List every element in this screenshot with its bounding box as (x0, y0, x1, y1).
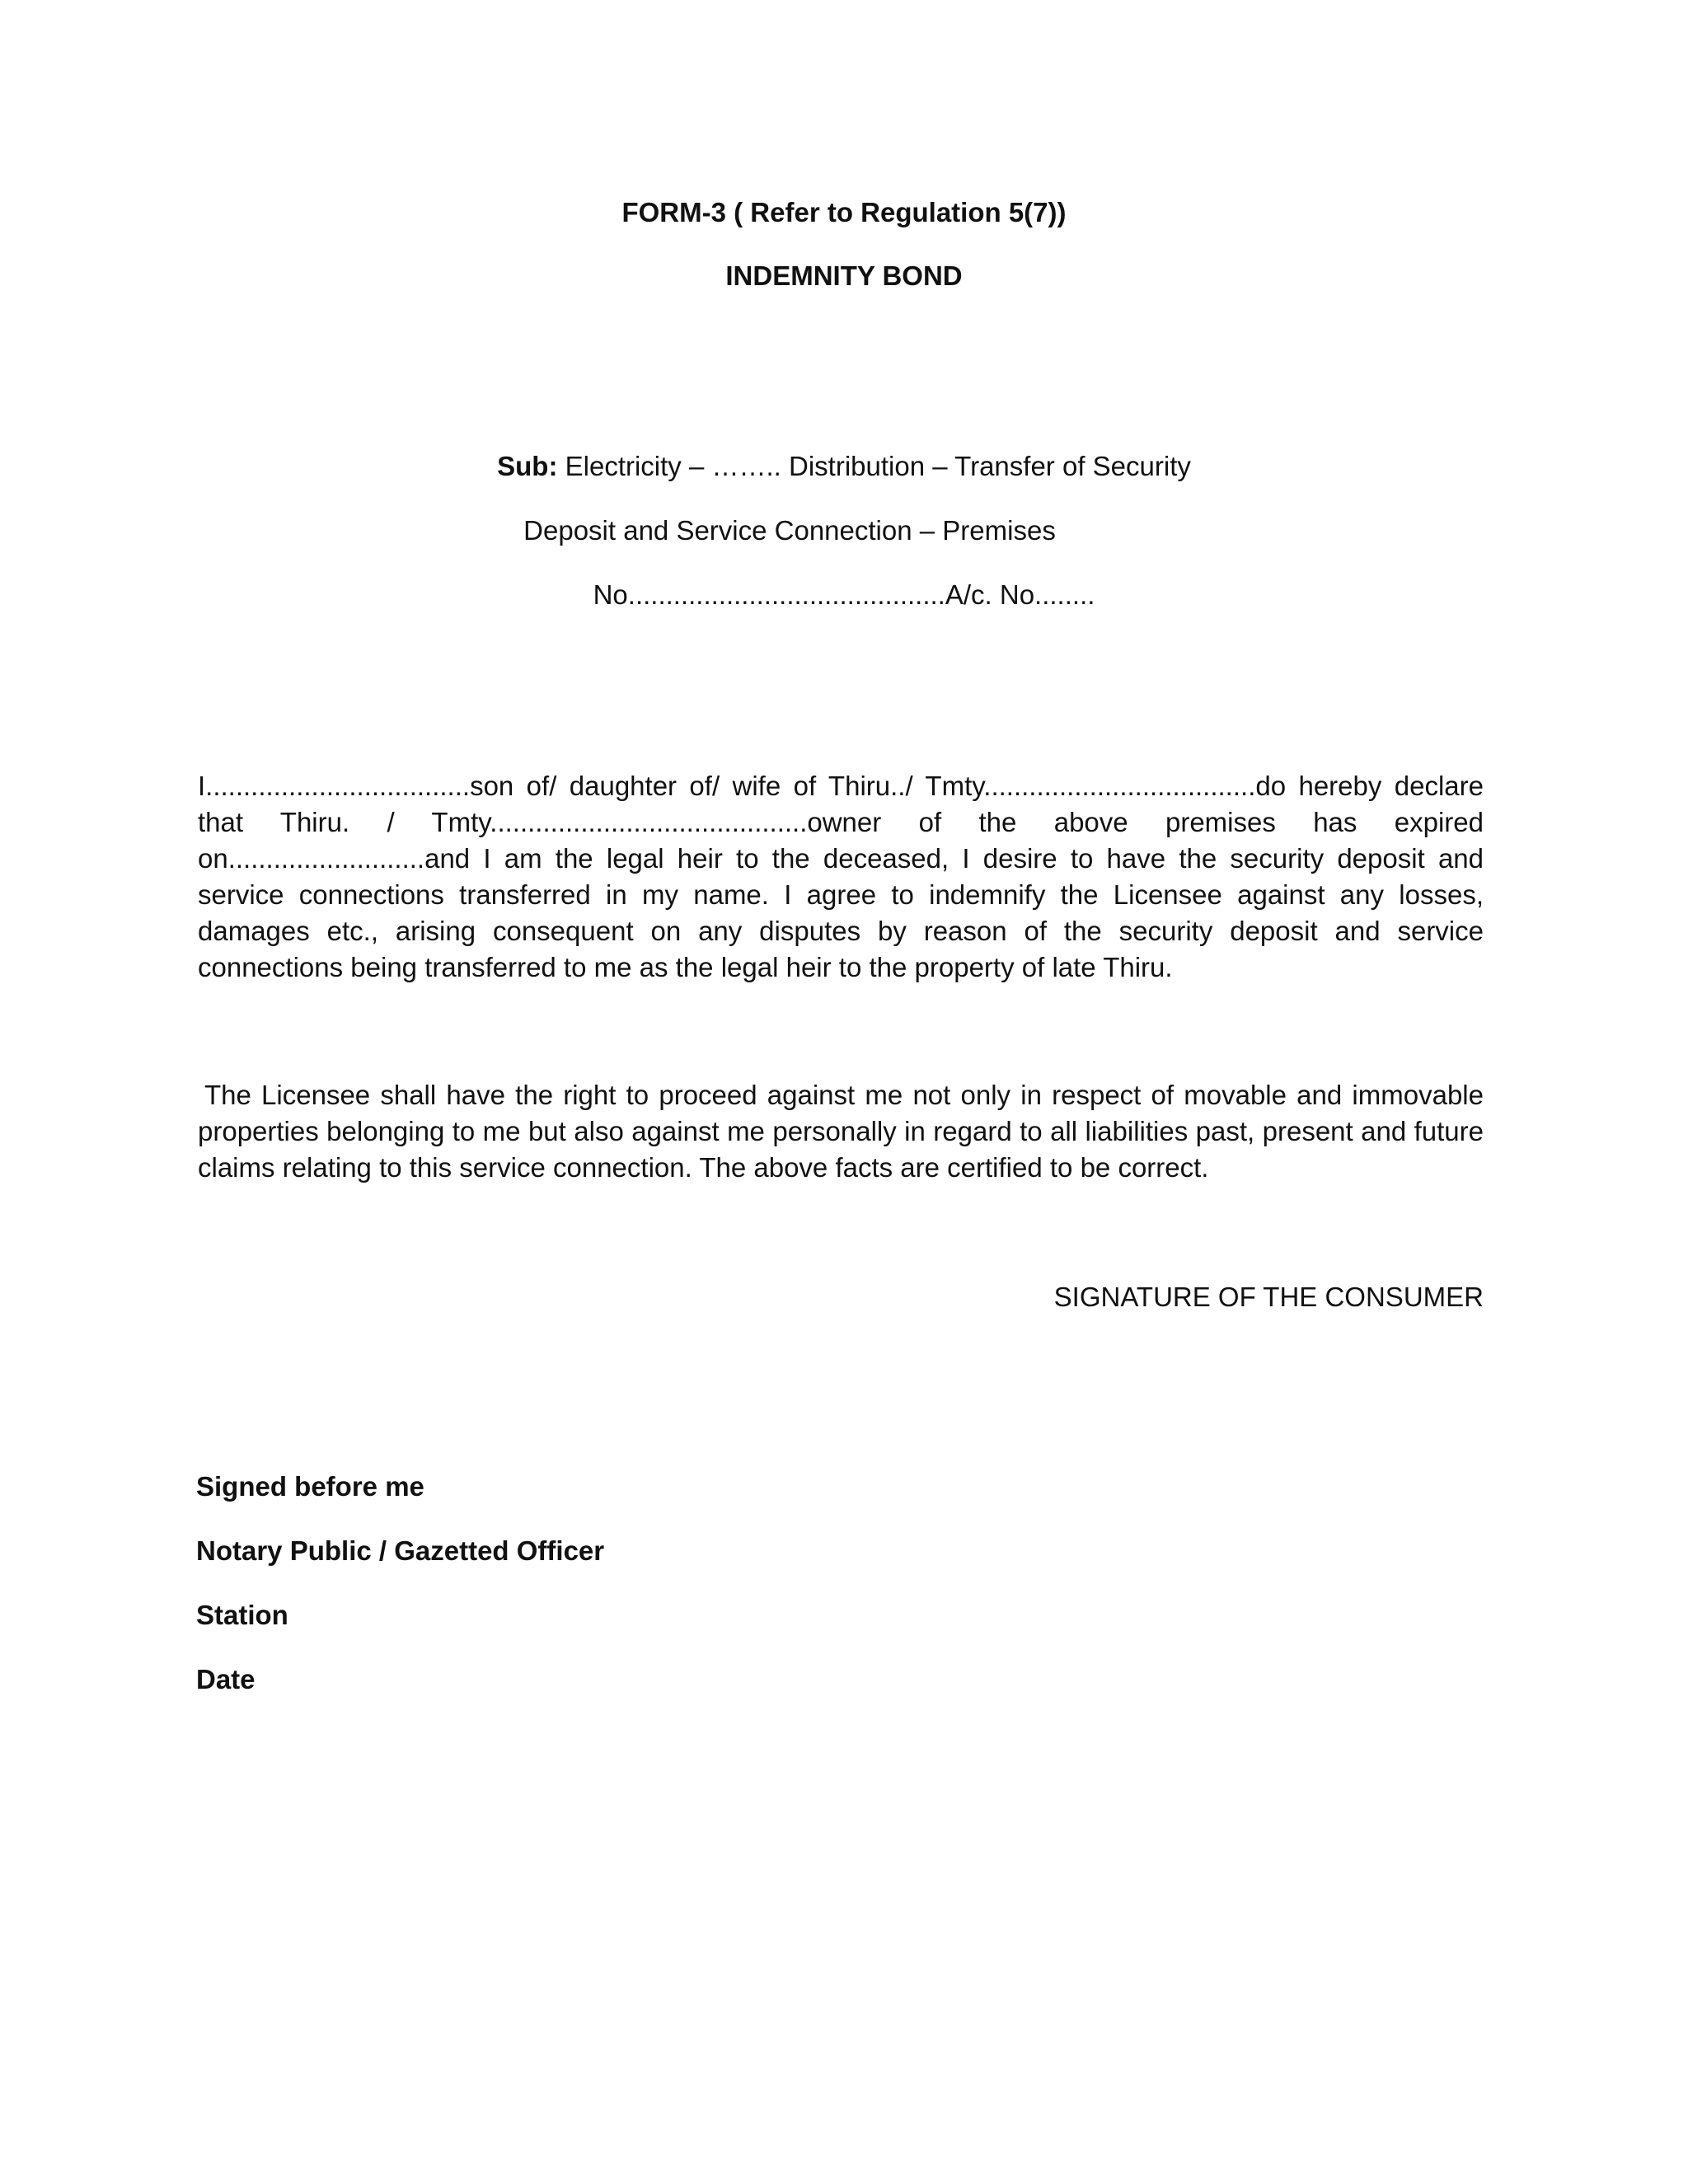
signed-before-label: Signed before me (196, 1471, 424, 1502)
subject-line-2: Deposit and Service Connection – Premises (523, 515, 1056, 546)
subject-label: Sub: (497, 451, 558, 481)
declaration-paragraph: I...................................son of/ daughter of/ wife of Thiru../ Tmty....................................do hereby declare that Thiru. / Tmty..........................................owner of the above premises has expired on..........................and I am the legal heir to the deceased, I desire to have the security deposit and service connections transferred in my name. I agree to indemnify the Licensee against any losses, damages etc., arising consequent on any disputes by reason of the security deposit and service connections being transferred to me as the legal heir to the property of late Thiru. (198, 771, 1484, 982)
subject-line-1 (0, 450, 1688, 483)
form-reference-heading: FORM-3 ( Refer to Regulation 5(7)) (621, 197, 1067, 227)
liability-paragraph: The Licensee shall have the right to proceed against me not only in respect of movable and immovable properties belonging to me but also against me personally in regard to all liabilities past, present and future claims relating to this service connection. The above facts are certified to be correct. (198, 1080, 1484, 1183)
consumer-signature-label: SIGNATURE OF THE CONSUMER (1053, 1282, 1484, 1312)
date-label: Date (196, 1664, 256, 1694)
document-title: INDEMNITY BOND (725, 260, 963, 291)
subject-line-3: No..........................................A/c. No........ (593, 579, 1095, 610)
station-label: Station (196, 1600, 288, 1630)
notary-officer-label: Notary Public / Gazetted Officer (196, 1535, 605, 1566)
subject-line-1-text: Electricity – …….. Distribution – Transfer of Security (557, 451, 1191, 481)
